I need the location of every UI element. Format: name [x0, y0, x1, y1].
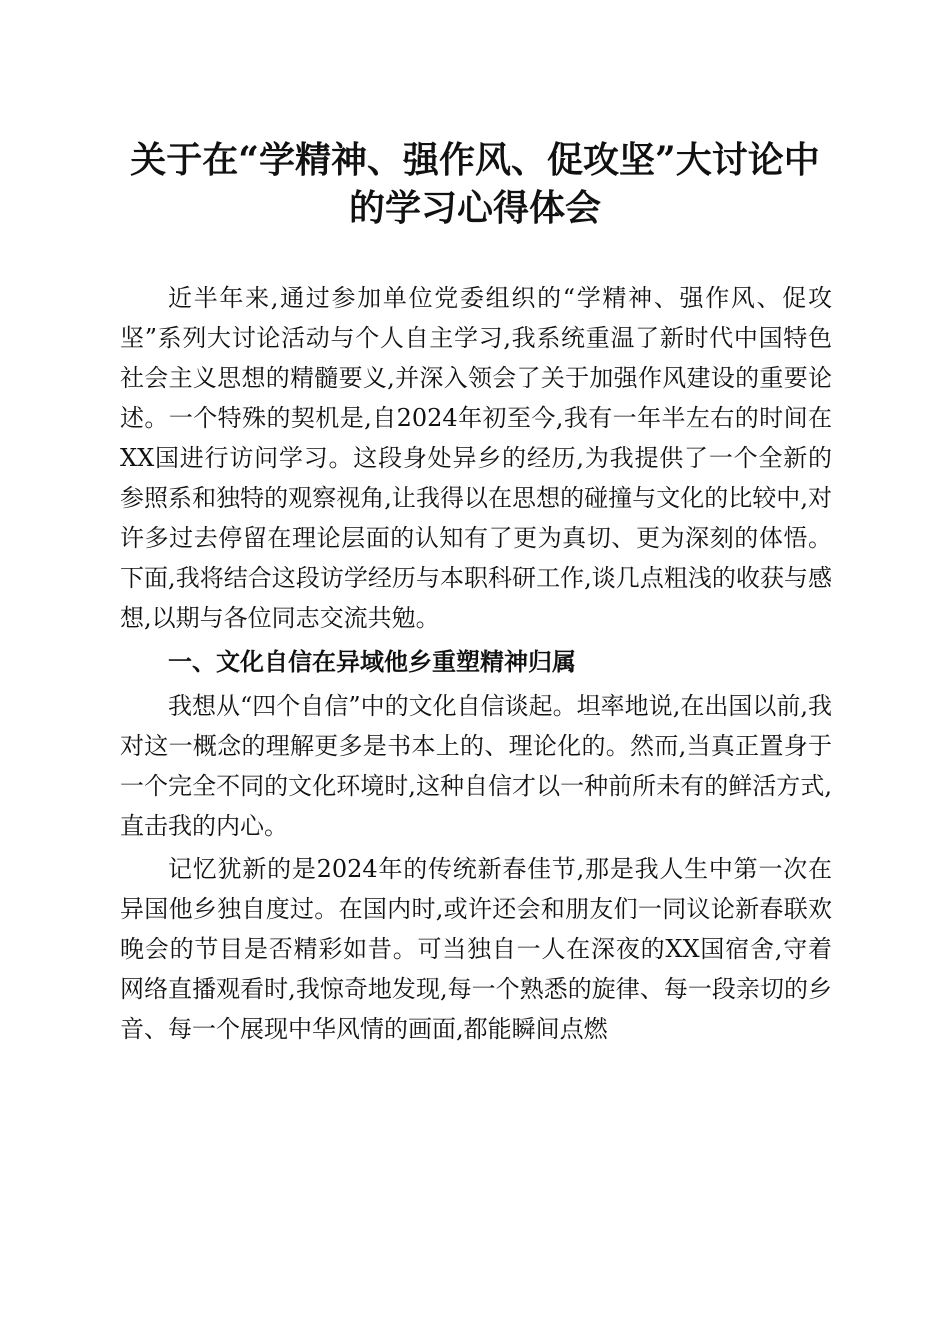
paragraph-intro: 近半年来,通过参加单位党委组织的“学精神、强作风、促攻坚”系列大讨论活动与个人自主学习,我系统重温了新时代中国特色社会主义思想的精髓要义,并深入领会了关于加强作风建设的重要论述。一个特殊的契机是,自2024年初至今,我有一年半左右的时间在XX国进行访问学习。这段身处异乡的经历,为我提供了一个全新的参照系和独特的观察视角,让我得以在思想的碰撞与文化的比较中,对许多过去停留在理论层面的认知有了更为真切、更为深刻的体悟。下面,我将结合这段访学经历与本职科研工作,谈几点粗浅的收获与感想,以期与各位同志交流共勉。: [120, 284, 832, 632]
paragraph-spring-festival: 记忆犹新的是2024年的传统新春佳节,那是我人生中第一次在异国他乡独自度过。在国内时,或许还会和朋友们一同议论新春联欢晚会的节目是否精彩如昔。可当独自一人在深夜的XX国宿舍,守着网络直播观看时,我惊奇地发现,每一个熟悉的旋律、每一段亲切的乡音、每一个展现中华风情的画面,都能瞬间点燃: [120, 855, 832, 1043]
title-line-1: 关于在“学精神、强作风、促攻坚”大讨论中: [130, 139, 820, 181]
paragraph-cultural-confidence: 我想从“四个自信”中的文化自信谈起。坦率地说,在出国以前,我对这一概念的理解更多是书本上的、理论化的。然而,当真正置身于一个完全不同的文化环境时,这种自信才以一种前所未有的鲜活方式,直击我的内心。: [120, 692, 832, 840]
title-line-2: 的学习心得体会: [348, 187, 601, 229]
document-title: [100, 136, 850, 232]
section-heading-1: 一、文化自信在异域他乡重塑精神归属: [168, 648, 576, 676]
document-body: [120, 278, 832, 1052]
